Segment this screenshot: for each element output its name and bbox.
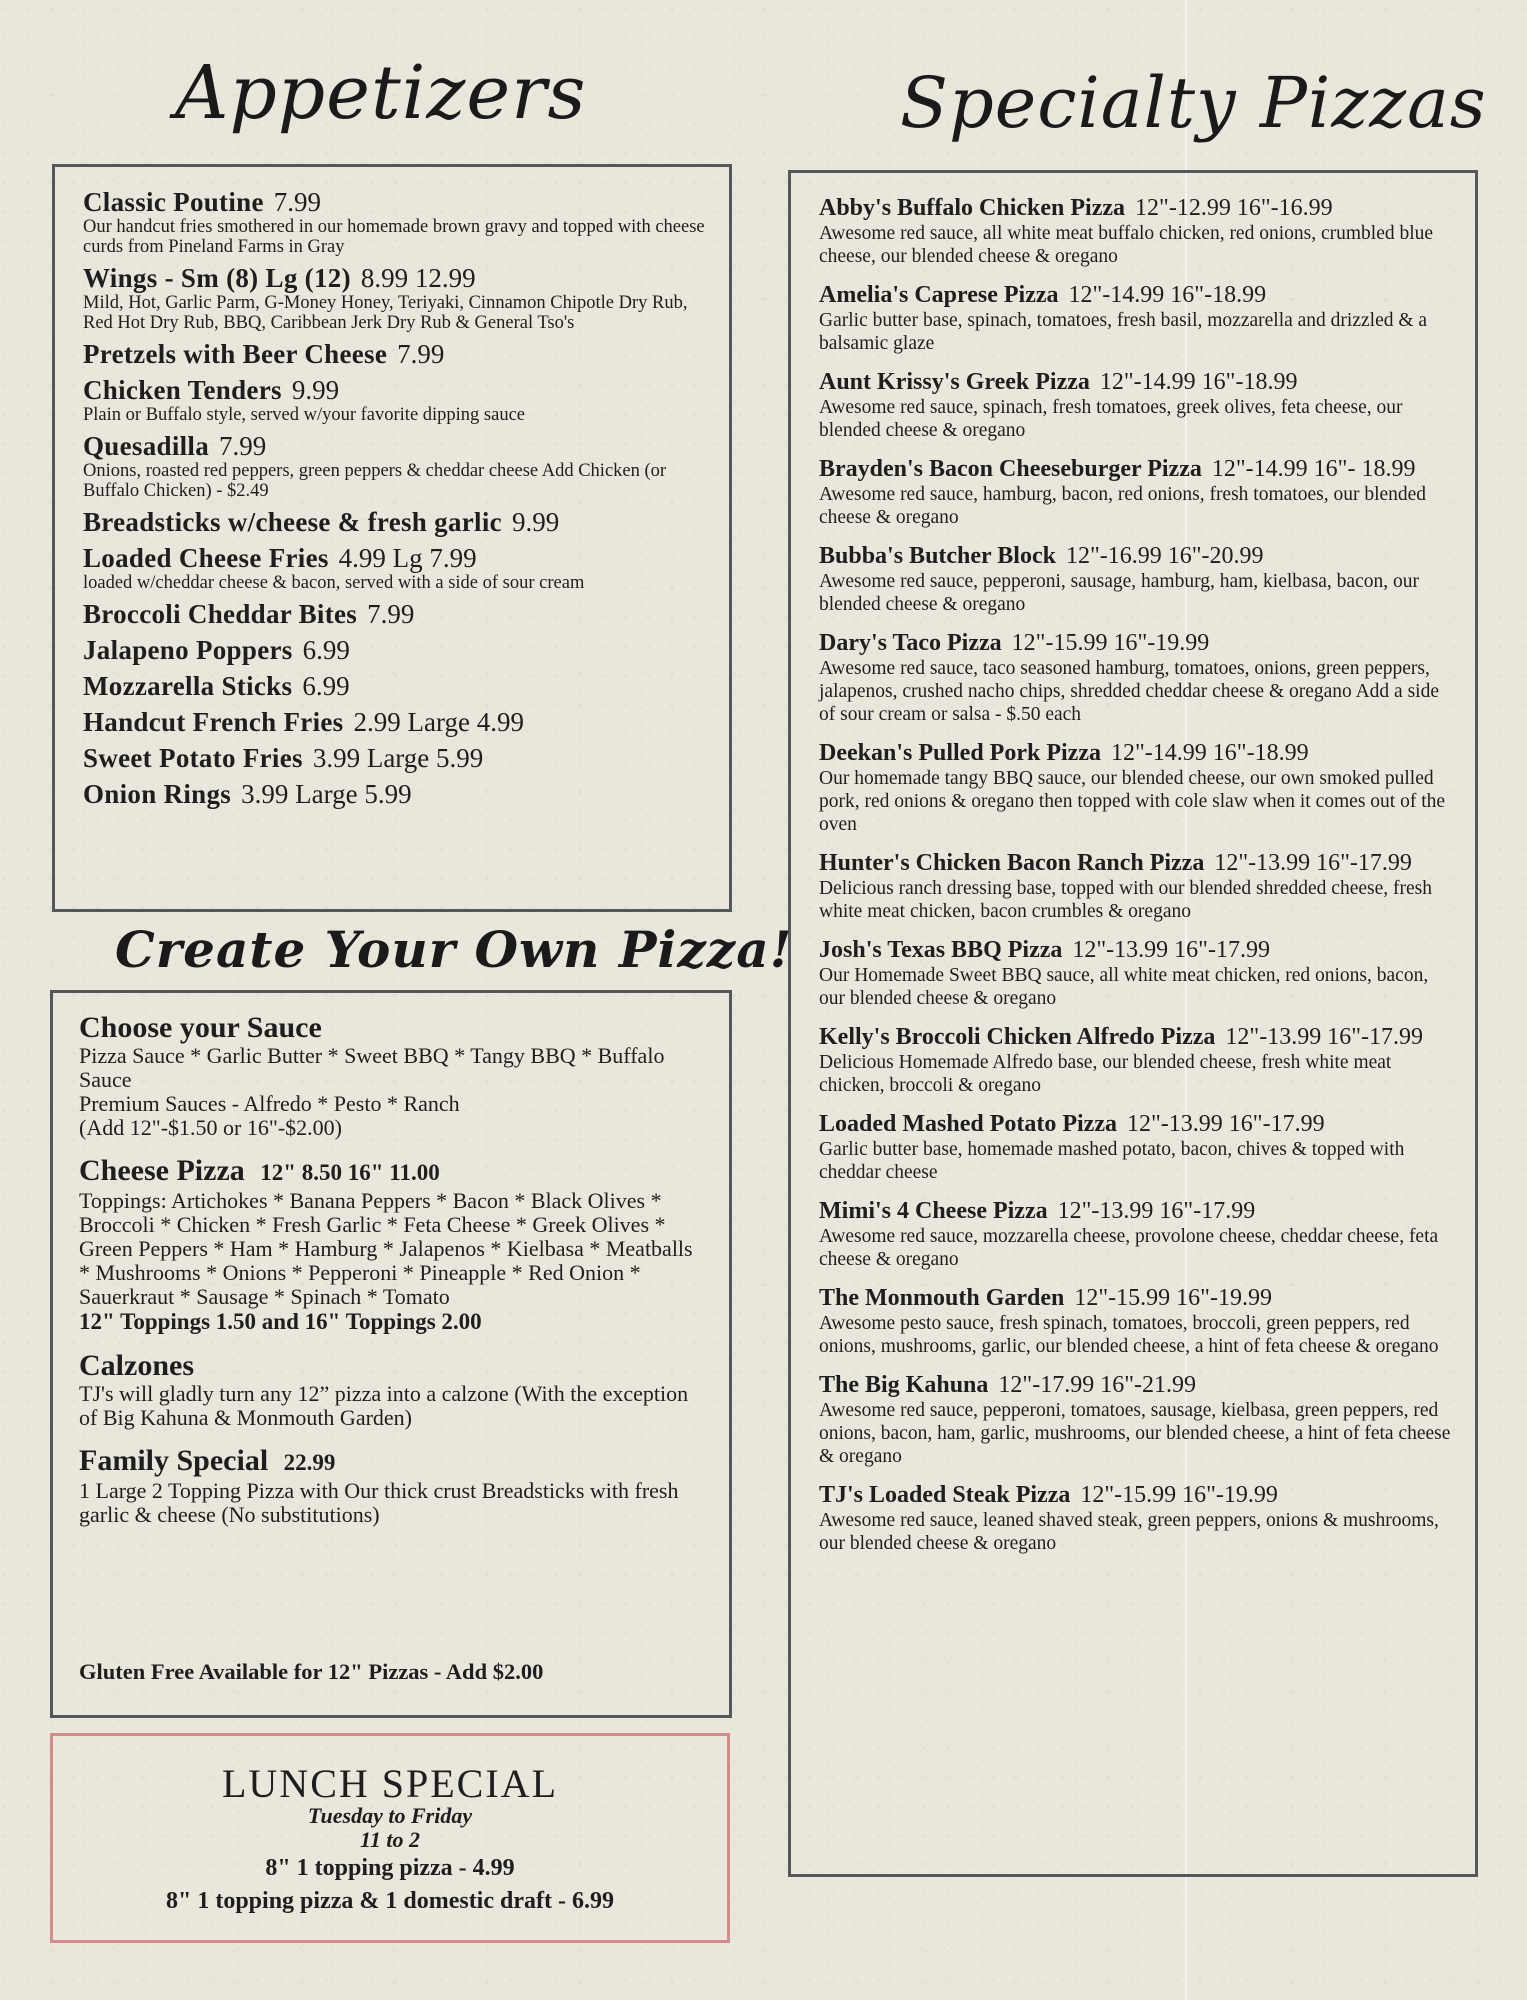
specialty-pizza-price: 12"-13.99 16"-17.99	[1057, 1198, 1256, 1224]
sauce-options: Pizza Sauce * Garlic Butter * Sweet BBQ * Tangy BBQ * Buffalo Sauce	[79, 1043, 665, 1092]
specialty-pizza-description: Awesome red sauce, hamburg, bacon, red onions, fresh tomatoes, our blended cheese & oregano	[819, 484, 1427, 528]
family-special-heading: Family Special	[79, 1444, 269, 1477]
appetizer-item	[83, 543, 709, 593]
appetizer-name: Pretzels with Beer Cheese	[83, 339, 388, 369]
appetizer-price: 7.99	[273, 187, 322, 217]
toppings-list: Toppings: Artichokes * Banana Peppers * Bacon * Black Olives * Broccoli * Chicken * Fresh Garlic * Feta Cheese * Greek Olives * Green Peppers * Ham * Hamburg * Jalapenos * Kielbasa * Meatballs * Mushrooms * Onions * Pepperoni * Pineapple * Red Onion * Sauerkraut * Sausage * Spinach * Tomato	[79, 1188, 693, 1309]
appetizer-name: Onion Rings	[83, 779, 232, 809]
create-your-own-title: Create Your Own Pizza!	[115, 920, 793, 979]
appetizer-name: Broccoli Cheddar Bites	[83, 599, 358, 629]
specialty-pizza-item	[819, 1024, 1457, 1097]
specialty-pizza-header	[819, 1285, 1457, 1312]
specialty-pizza-price: 12"-12.99 16"-16.99	[1135, 195, 1333, 221]
appetizer-item	[83, 635, 709, 665]
toppings-price: 12" Toppings 1.50 and 16" Toppings 2.00	[79, 1309, 482, 1334]
lunch-special-line-2: 8" 1 topping pizza & 1 domestic draft - 6.99	[166, 1888, 614, 1914]
specialty-pizza-header	[819, 850, 1457, 877]
appetizer-price: 7.99	[219, 431, 267, 461]
sauce-section	[79, 1011, 709, 1140]
specialty-pizza-item	[819, 1372, 1457, 1468]
appetizers-box	[52, 164, 732, 912]
gluten-free-note: Gluten Free Available for 12" Pizzas - Add $2.00	[79, 1659, 544, 1684]
specialty-pizza-description: Awesome red sauce, pepperoni, sausage, hamburg, ham, kielbasa, bacon, our blended cheese & oregano	[819, 571, 1419, 615]
specialty-pizza-price: 12"-13.99 16"-17.99	[1126, 1111, 1325, 1137]
specialty-pizza-item	[819, 740, 1457, 836]
specialty-pizza-item	[819, 937, 1457, 1010]
appetizer-header	[83, 187, 709, 217]
appetizer-item	[83, 187, 709, 257]
specialty-pizza-header	[819, 1482, 1457, 1509]
specialty-pizza-price: 12"-16.99 16"-20.99	[1065, 543, 1264, 569]
appetizer-header	[83, 671, 709, 701]
premium-sauces: Premium Sauces - Alfredo * Pesto * Ranch	[79, 1091, 460, 1116]
specialty-pizza-item	[819, 282, 1457, 355]
specialty-pizza-price: 12"-14.99 16"- 18.99	[1211, 456, 1416, 482]
appetizer-header	[83, 375, 709, 405]
appetizer-name: Jalapeno Poppers	[83, 635, 293, 665]
specialty-pizza-description: Our homemade tangy BBQ sauce, our blended cheese, our own smoked pulled pork, red onions & oregano then topped with cole slaw when it comes out of the oven	[819, 768, 1446, 835]
specialty-pizza-description: Awesome red sauce, pepperoni, tomatoes, sausage, kielbasa, green peppers, red onions, bacon, ham, garlic, mushrooms, our blended cheese, a hint of feta cheese & oregano	[819, 1400, 1451, 1467]
appetizer-item	[83, 599, 709, 629]
appetizer-header	[83, 543, 709, 573]
appetizer-price: 8.99 12.99	[360, 263, 476, 293]
appetizer-price: 6.99	[302, 635, 350, 665]
specialty-pizza-description: Awesome red sauce, spinach, fresh tomatoes, greek olives, feta cheese, our blended cheese & oregano	[819, 397, 1403, 441]
specialty-pizza-item	[819, 369, 1457, 442]
appetizer-name: Quesadilla	[83, 431, 210, 461]
specialty-pizza-price: 12"-14.99 16"-18.99	[1099, 369, 1298, 395]
specialty-pizza-description: Awesome pesto sauce, fresh spinach, tomatoes, broccoli, green peppers, red onions, mushrooms, garlic, our blended cheese, a hint of feta cheese & oregano	[819, 1313, 1439, 1357]
specialty-pizza-price: 12"-13.99 16"-17.99	[1225, 1024, 1423, 1050]
specialty-pizza-header	[819, 543, 1457, 570]
cheese-pizza-section	[79, 1154, 709, 1335]
specialty-pizza-price: 12"-13.99 16"-17.99	[1214, 850, 1412, 876]
family-special-section	[79, 1444, 709, 1527]
appetizer-header	[83, 339, 709, 369]
specialty-pizza-item	[819, 630, 1457, 726]
lunch-special-line-1: 8" 1 topping pizza - 4.99	[265, 1855, 515, 1881]
appetizer-description: Plain or Buffalo style, served w/your favorite dipping sauce	[83, 405, 526, 425]
specialty-pizza-description: Awesome red sauce, leaned shaved steak, green peppers, onions & mushrooms, our blended cheese & oregano	[819, 1510, 1439, 1554]
appetizers-list	[83, 187, 709, 809]
specialty-pizza-item	[819, 1111, 1457, 1184]
specialty-pizza-header	[819, 1372, 1457, 1399]
appetizer-price: 2.99 Large 4.99	[353, 707, 524, 737]
appetizer-description: Mild, Hot, Garlic Parm, G-Money Honey, Teriyaki, Cinnamon Chipotle Dry Rub, Red Hot Dry Rub, BBQ, Caribbean Jerk Dry Rub & General Tso's	[83, 293, 688, 333]
specialty-pizza-item	[819, 850, 1457, 923]
appetizer-price: 3.99 Large 5.99	[241, 779, 412, 809]
appetizer-item	[83, 263, 709, 333]
specialty-pizzas-list	[819, 195, 1457, 1555]
appetizer-name: Wings - Sm (8) Lg (12)	[83, 263, 351, 293]
appetizer-header	[83, 707, 709, 737]
appetizer-item	[83, 779, 709, 809]
specialty-pizza-name: Abby's Buffalo Chicken Pizza	[819, 195, 1126, 221]
appetizer-name: Mozzarella Sticks	[83, 671, 293, 701]
specialty-pizza-name: Mimi's 4 Cheese Pizza	[819, 1198, 1048, 1224]
specialty-pizzas-title: Specialty Pizzas	[900, 62, 1487, 144]
appetizer-name: Sweet Potato Fries	[83, 743, 303, 773]
specialty-pizza-name: Josh's Texas BBQ Pizza	[819, 937, 1063, 963]
appetizer-header	[83, 635, 709, 665]
appetizer-price: 3.99 Large 5.99	[312, 743, 484, 773]
cheese-pizza-price: 12" 8.50 16" 11.00	[260, 1160, 440, 1185]
appetizer-item	[83, 507, 709, 537]
appetizer-header	[83, 263, 709, 293]
appetizer-price: 4.99 Lg 7.99	[338, 543, 477, 573]
appetizer-item	[83, 375, 709, 425]
specialty-pizza-description: Delicious Homemade Alfredo base, our blended cheese, fresh white meat chicken, broccoli & oregano	[819, 1052, 1392, 1096]
appetizer-price: 9.99	[291, 375, 340, 405]
specialty-pizza-header	[819, 1198, 1457, 1225]
specialty-pizza-header	[819, 937, 1457, 964]
specialty-pizza-header	[819, 369, 1457, 396]
specialty-pizza-header	[819, 195, 1457, 222]
appetizer-description: loaded w/cheddar cheese & bacon, served with a side of sour cream	[83, 573, 585, 593]
appetizer-header	[83, 599, 709, 629]
specialty-pizza-description: Garlic butter base, spinach, tomatoes, fresh basil, mozzarella and drizzled & a balsamic glaze	[819, 310, 1428, 354]
appetizer-header	[83, 743, 709, 773]
specialty-pizza-name: Aunt Krissy's Greek Pizza	[819, 369, 1090, 395]
specialty-pizza-price: 12"-15.99 16"-19.99	[1011, 630, 1210, 656]
specialty-pizza-header	[819, 1111, 1457, 1138]
appetizer-item	[83, 671, 709, 701]
specialty-pizza-item	[819, 1482, 1457, 1555]
specialty-pizza-header	[819, 282, 1457, 309]
appetizer-price: 7.99	[397, 339, 445, 369]
specialty-pizza-name: Kelly's Broccoli Chicken Alfredo Pizza	[819, 1024, 1216, 1050]
family-special-text: 1 Large 2 Topping Pizza with Our thick crust Breadsticks with fresh garlic & cheese (No substitutions)	[79, 1478, 679, 1527]
cheese-pizza-heading: Cheese Pizza	[79, 1154, 245, 1187]
specialty-pizza-name: Loaded Mashed Potato Pizza	[819, 1111, 1117, 1137]
appetizer-item	[83, 431, 709, 501]
family-special-price: 22.99	[283, 1450, 336, 1475]
specialty-pizza-price: 12"-13.99 16"-17.99	[1072, 937, 1270, 963]
specialty-pizza-name: The Monmouth Garden	[819, 1285, 1065, 1311]
specialty-pizza-item	[819, 1285, 1457, 1358]
appetizer-price: 6.99	[302, 671, 350, 701]
appetizer-header	[83, 507, 709, 537]
appetizers-title: Appetizers	[175, 50, 587, 136]
specialty-pizza-header	[819, 1024, 1457, 1051]
specialty-pizza-description: Awesome red sauce, all white meat buffalo chicken, red onions, crumbled blue cheese, our blended cheese & oregano	[819, 223, 1434, 267]
premium-sauce-price: (Add 12"-$1.50 or 16"-$2.00)	[79, 1115, 342, 1140]
specialty-pizza-description: Our Homemade Sweet BBQ sauce, all white meat chicken, red onions, bacon, our blended cheese & oregano	[819, 965, 1429, 1009]
specialty-pizza-name: TJ's Loaded Steak Pizza	[819, 1482, 1071, 1508]
appetizer-header	[83, 431, 709, 461]
specialty-pizza-item	[819, 195, 1457, 268]
lunch-special-hours: 11 to 2	[360, 1827, 420, 1852]
appetizer-name: Breadsticks w/cheese & fresh garlic	[83, 507, 502, 537]
appetizer-item	[83, 339, 709, 369]
specialty-pizza-item	[819, 456, 1457, 529]
calzones-heading: Calzones	[79, 1349, 194, 1382]
specialty-pizza-price: 12"-17.99 16"-21.99	[998, 1372, 1196, 1398]
appetizer-price: 7.99	[367, 599, 415, 629]
specialty-pizza-name: Brayden's Bacon Cheeseburger Pizza	[819, 456, 1202, 482]
specialty-pizzas-box	[788, 170, 1478, 1877]
specialty-pizza-description: Awesome red sauce, taco seasoned hamburg, tomatoes, onions, green peppers, jalapenos, crushed nacho chips, shredded cheddar cheese & oregano Add a side of sour cream or salsa - $.50 each	[819, 658, 1439, 725]
specialty-pizza-header	[819, 456, 1457, 483]
sauce-heading: Choose your Sauce	[79, 1011, 322, 1044]
appetizer-item	[83, 743, 709, 773]
calzones-section	[79, 1349, 709, 1430]
specialty-pizza-description: Delicious ranch dressing base, topped with our blended shredded cheese, fresh white meat chicken, bacon crumbles & oregano	[819, 878, 1432, 922]
appetizer-header	[83, 779, 709, 809]
appetizer-description: Onions, roasted red peppers, green peppers & cheddar cheese Add Chicken (or Buffalo Chicken) - $2.49	[83, 461, 667, 501]
appetizer-name: Chicken Tenders	[83, 375, 282, 405]
specialty-pizza-name: Bubba's Butcher Block	[819, 543, 1056, 569]
specialty-pizza-name: Deekan's Pulled Pork Pizza	[819, 740, 1101, 766]
specialty-pizza-price: 12"-14.99 16"-18.99	[1110, 740, 1309, 766]
appetizer-description: Our handcut fries smothered in our homemade brown gravy and topped with cheese curds from Pineland Farms in Gray	[83, 217, 705, 257]
specialty-pizza-description: Awesome red sauce, mozzarella cheese, provolone cheese, cheddar cheese, feta cheese & oregano	[819, 1226, 1439, 1270]
specialty-pizza-name: Amelia's Caprese Pizza	[819, 282, 1059, 308]
specialty-pizza-price: 12"-15.99 16"-19.99	[1074, 1285, 1272, 1311]
specialty-pizza-price: 12"-15.99 16"-19.99	[1080, 1482, 1278, 1508]
lunch-special-days: Tuesday to Friday	[307, 1803, 473, 1828]
appetizer-price: 9.99	[511, 507, 560, 537]
appetizer-name: Handcut French Fries	[83, 707, 344, 737]
lunch-special-title: LUNCH SPECIAL	[221, 1761, 559, 1806]
specialty-pizza-item	[819, 543, 1457, 616]
specialty-pizza-description: Garlic butter base, homemade mashed potato, bacon, chives & topped with cheddar cheese	[819, 1139, 1405, 1183]
appetizer-item	[83, 707, 709, 737]
specialty-pizza-header	[819, 740, 1457, 767]
specialty-pizza-item	[819, 1198, 1457, 1271]
appetizer-name: Classic Poutine	[83, 187, 264, 217]
appetizer-name: Loaded Cheese Fries	[83, 543, 329, 573]
specialty-pizza-header	[819, 630, 1457, 657]
specialty-pizza-name: Dary's Taco Pizza	[819, 630, 1002, 656]
specialty-pizza-name: Hunter's Chicken Bacon Ranch Pizza	[819, 850, 1205, 876]
calzones-text: TJ's will gladly turn any 12” pizza into a calzone (With the exception of Big Kahuna & Monmouth Garden)	[79, 1381, 689, 1430]
specialty-pizza-name: The Big Kahuna	[819, 1372, 989, 1398]
specialty-pizza-price: 12"-14.99 16"-18.99	[1068, 282, 1267, 308]
create-your-own-box	[50, 990, 732, 1718]
lunch-special-box	[50, 1733, 730, 1943]
